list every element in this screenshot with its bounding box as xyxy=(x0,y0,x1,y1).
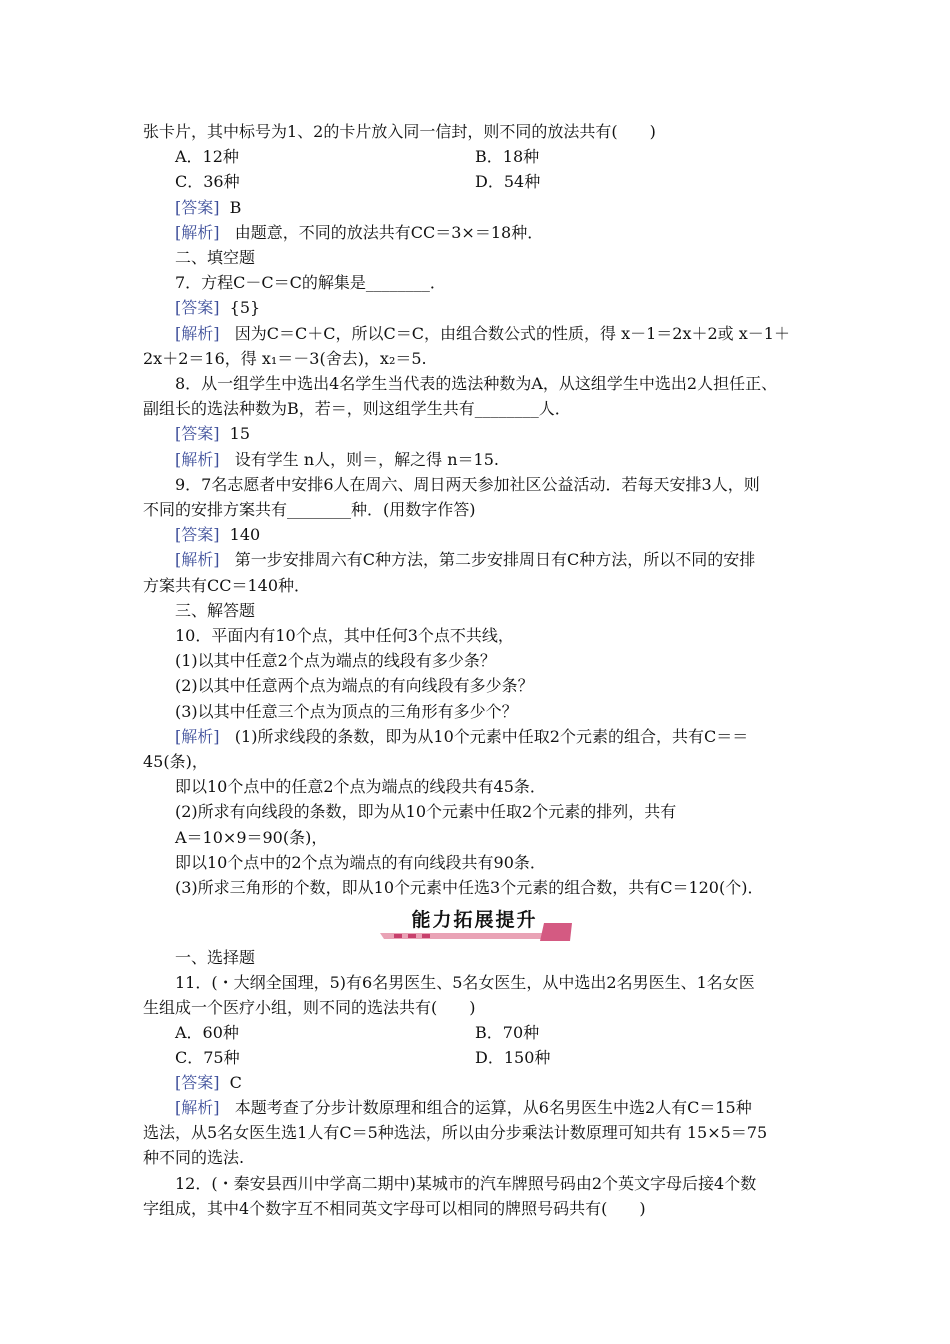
q6-option-c: C．36种 xyxy=(175,172,240,191)
section-choice: 一、选择题 xyxy=(175,948,256,967)
q9-stem-line2: 不同的安排方案共有________种．(用数字作答) xyxy=(143,500,476,519)
section-banner-title: 能力拓展提升 xyxy=(411,909,538,931)
answer-value: 15 xyxy=(229,424,251,443)
q10-analysis-line2: 45(条)， xyxy=(143,752,208,771)
q6-option-b: B．18种 xyxy=(475,147,540,166)
q11-analysis-line3: 种不同的选法. xyxy=(143,1148,245,1167)
answer-tag: [答案] xyxy=(175,1073,220,1092)
q11-option-d: D．150种 xyxy=(475,1048,551,1067)
q7-analysis-line1 xyxy=(175,324,790,344)
analysis-text: 本题考查了分步计数原理和组合的运算，从6名男医生中选2人有C＝15种 xyxy=(234,1098,752,1117)
q6-option-a: A．12种 xyxy=(175,147,239,166)
analysis-tag: [解析] xyxy=(175,223,220,242)
answer-value: {5} xyxy=(229,298,261,317)
q9-analysis-line1 xyxy=(175,550,755,570)
q11-analysis-line2: 选法，从5名女医生选1人有C＝5种选法，所以由分步乘法计数原理可知共有 15×5＝75 xyxy=(143,1123,768,1142)
analysis-text: 由题意，不同的放法共有CC＝3×＝18种． xyxy=(234,223,544,242)
answer-value: B xyxy=(229,198,242,217)
q10-analysis-line6: 即以10个点中的2个点为端点的有向线段共有90条． xyxy=(175,853,546,872)
q11-answer xyxy=(175,1073,242,1093)
q8-stem-line1: 8．从一组学生中选出4名学生当代表的选法种数为A，从这组学生中选出2人担任正、 xyxy=(175,374,778,393)
answer-tag: [答案] xyxy=(175,424,220,443)
analysis-tag: [解析] xyxy=(175,550,220,569)
q10-part1: (1)以其中任意2个点为端点的线段有多少条？ xyxy=(175,651,496,670)
q9-analysis-line2: 方案共有CC＝140种． xyxy=(143,576,311,595)
section-solve: 三、解答题 xyxy=(175,601,256,620)
analysis-text: 设有学生 n人，则＝，解之得 n＝15. xyxy=(234,450,499,469)
q11-option-b: B．70种 xyxy=(475,1023,540,1042)
q6-stem-cont: 张卡片，其中标号为1、2的卡片放入同一信封，则不同的放法共有( ) xyxy=(143,122,656,141)
q10-analysis-line7: (3)所求三角形的个数，即从10个元素中任选3个元素的组合数，共有C＝120(个)． xyxy=(175,878,764,897)
q10-analysis-line1 xyxy=(175,727,748,747)
section-fill-blank: 二、填空题 xyxy=(175,248,256,267)
answer-tag: [答案] xyxy=(175,525,220,544)
q7-answer xyxy=(175,298,260,318)
q6-analysis xyxy=(175,223,543,243)
analysis-text: 因为C＝C＋C，所以C＝C，由组合数公式的性质，得 x－1＝2x＋2或 x－1＋ xyxy=(234,324,790,343)
q11-stem-line2: 生组成一个医疗小组，则不同的选法共有( ) xyxy=(143,998,476,1017)
q12-stem-line1: 12．(・秦安县西川中学高二期中)某城市的汽车牌照号码由2个英文字母后接4个数 xyxy=(175,1174,757,1193)
q11-analysis-line1 xyxy=(175,1098,752,1118)
answer-tag: [答案] xyxy=(175,298,220,317)
answer-value: C xyxy=(229,1073,242,1092)
analysis-text: 第一步安排周六有C种方法，第二步安排周日有C种方法，所以不同的安排 xyxy=(234,550,756,569)
q10-analysis-line5: A＝10×9＝90(条)， xyxy=(175,828,328,847)
q9-stem-line1: 9．7名志愿者中安排6人在周六、周日两天参加社区公益活动．若每天安排3人，则 xyxy=(175,475,760,494)
q8-analysis xyxy=(175,450,499,470)
q6-option-d: D．54种 xyxy=(475,172,541,191)
analysis-tag: [解析] xyxy=(175,450,220,469)
q10-stem: 10．平面内有10个点，其中任何3个点不共线， xyxy=(175,626,514,645)
answer-tag: [答案] xyxy=(175,198,220,217)
q12-stem-line2: 字组成，其中4个数字互不相同英文字母可以相同的牌照号码共有( ) xyxy=(143,1199,646,1218)
q7-stem: 7．方程C－C＝C的解集是________． xyxy=(175,273,446,292)
q10-part3: (3)以其中任意三个点为顶点的三角形有多少个？ xyxy=(175,702,518,721)
analysis-tag: [解析] xyxy=(175,727,220,746)
analysis-tag: [解析] xyxy=(175,324,220,343)
q6-answer xyxy=(175,198,241,218)
q8-answer xyxy=(175,424,250,444)
q11-stem-line1: 11．(・大纲全国理，5)有6名男医生、5名女医生，从中选出2名男医生、1名女医 xyxy=(175,973,755,992)
analysis-text: (1)所求线段的条数，即为从10个元素中任取2个元素的组合，共有C＝＝ xyxy=(234,727,749,746)
q10-part2: (2)以其中任意两个点为端点的有向线段有多少条？ xyxy=(175,676,534,695)
q11-option-c: C．75种 xyxy=(175,1048,240,1067)
q10-analysis-line4: (2)所求有向线段的条数，即为从10个元素中任取2个元素的排列，共有 xyxy=(175,802,677,821)
analysis-tag: [解析] xyxy=(175,1098,220,1117)
q9-answer xyxy=(175,525,260,545)
q8-stem-line2: 副组长的选法种数为B，若＝，则这组学生共有________人． xyxy=(143,399,571,418)
answer-value: 140 xyxy=(229,525,261,544)
q10-analysis-line3: 即以10个点中的任意2个点为端点的线段共有45条． xyxy=(175,777,546,796)
q7-analysis-line2: 2x＋2＝16，得 x₁＝－3(舍去)，x₂＝5. xyxy=(143,349,427,368)
q11-option-a: A．60种 xyxy=(175,1023,239,1042)
